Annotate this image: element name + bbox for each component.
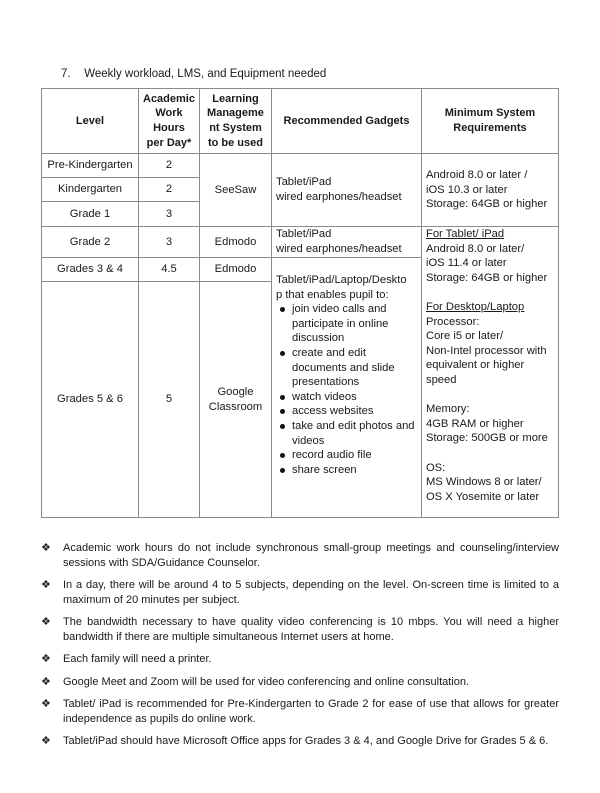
level-cell: Kindergarten (42, 178, 139, 202)
gadgets-cell: Tablet/iPad wired earphones/headset (271, 227, 421, 258)
level-cell: Grades 5 & 6 (42, 282, 139, 518)
workload-table (41, 88, 559, 518)
diamond-bullet-icon: ❖ (41, 735, 51, 747)
header-hours: Academic Work Hours per Day* (139, 89, 200, 154)
hours-cell: 3 (139, 227, 200, 258)
list-item: join video calls and participate in online discussion (292, 302, 417, 346)
table-row (42, 227, 559, 258)
section-heading (61, 68, 326, 80)
notes-list (41, 541, 559, 757)
list-item: watch videos (292, 390, 417, 405)
section-number: 7. (61, 68, 71, 80)
header-gadgets: Recommended Gadgets (271, 89, 421, 154)
tablet-heading: For Tablet/ iPad (425, 228, 505, 240)
list-item: share screen (292, 463, 417, 478)
diamond-bullet-icon: ❖ (41, 698, 51, 710)
note-item: ❖ Academic work hours do not include synchronous small-group meetings and counseling/interview sessions with SDA/Guidance Counselor. (41, 542, 559, 569)
lms-cell: Edmodo (199, 227, 271, 258)
list-item: record audio file (292, 448, 417, 463)
list-item: take and edit photos and videos (292, 419, 417, 448)
level-cell: Grades 3 & 4 (42, 258, 139, 282)
note-item: ❖ Google Meet and Zoom will be used for video conferencing and online consultation. (41, 675, 470, 688)
gadget-uses-list (276, 302, 417, 477)
requirements-cell: Android 8.0 or later / iOS 10.3 or later Storage: 64GB or higher (421, 154, 558, 227)
diamond-bullet-icon: ❖ (41, 616, 51, 628)
gadgets-cell: Tablet/iPad/Laptop/Deskto p that enables pupil to: join video calls and participate in online discussion create and edit documents and slide presentations watch videos access websites take and edit photos and videos record audio file share screen (271, 258, 421, 518)
hours-cell: 2 (139, 178, 200, 202)
list-item: create and edit documents and slide presentations (292, 346, 417, 390)
lms-cell: Edmodo (199, 258, 271, 282)
note-item: ❖ Tablet/ iPad is recommended for Pre-Kindergarten to Grade 2 for ease of use that allows for greater independence as pupils do online work. (41, 698, 559, 725)
note-item: ❖ The bandwidth necessary to have quality video conferencing is 10 mbps. You will need a higher bandwidth if there are multiple simultaneous Internet users at home. (41, 616, 559, 643)
table-header-row (42, 89, 559, 154)
table-row (42, 154, 559, 178)
note-item: ❖ In a day, there will be around 4 to 5 subjects, depending on the level. On-screen time is limited to a maximum of 20 minutes per subject. (41, 579, 559, 606)
gadgets-cell: Tablet/iPad wired earphones/headset (271, 154, 421, 227)
lms-cell: SeeSaw (199, 154, 271, 227)
hours-cell: 4.5 (139, 258, 200, 282)
diamond-bullet-icon: ❖ (41, 542, 51, 554)
section-title-text: Weekly workload, LMS, and Equipment needed (84, 68, 327, 80)
diamond-bullet-icon: ❖ (41, 675, 51, 688)
diamond-bullet-icon: ❖ (41, 653, 51, 665)
level-cell: Pre-Kindergarten (42, 154, 139, 178)
hours-cell: 5 (139, 282, 200, 518)
header-level: Level (42, 89, 139, 154)
note-item: ❖ Each family will need a printer. (41, 653, 212, 665)
desktop-heading: For Desktop/Laptop (425, 300, 525, 313)
note-item: ❖ Tablet/iPad should have Microsoft Office apps for Grades 3 & 4, and Google Drive for Grades 5 & 6. (41, 735, 549, 747)
requirements-cell: For Tablet/ iPad Android 8.0 or later/ iOS 11.4 or later Storage: 64GB or higher For Desktop/Laptop Processor: Core i5 or later/ Non-Intel processor with equivalent or higher speed Memory: 4GB RAM or higher Storage: 500GB or more OS: MS Windows 8 or later/ OS X Yosemite or later (421, 227, 558, 518)
header-requirements: Minimum System Requirements (421, 89, 558, 154)
level-cell: Grade 2 (42, 227, 139, 258)
header-lms: Learning Manageme nt System to be used (199, 89, 271, 154)
hours-cell: 2 (139, 154, 200, 178)
lms-cell: Google Classroom (199, 282, 271, 518)
level-cell: Grade 1 (42, 202, 139, 227)
list-item: access websites (292, 404, 417, 419)
diamond-bullet-icon: ❖ (41, 579, 51, 591)
hours-cell: 3 (139, 202, 200, 227)
